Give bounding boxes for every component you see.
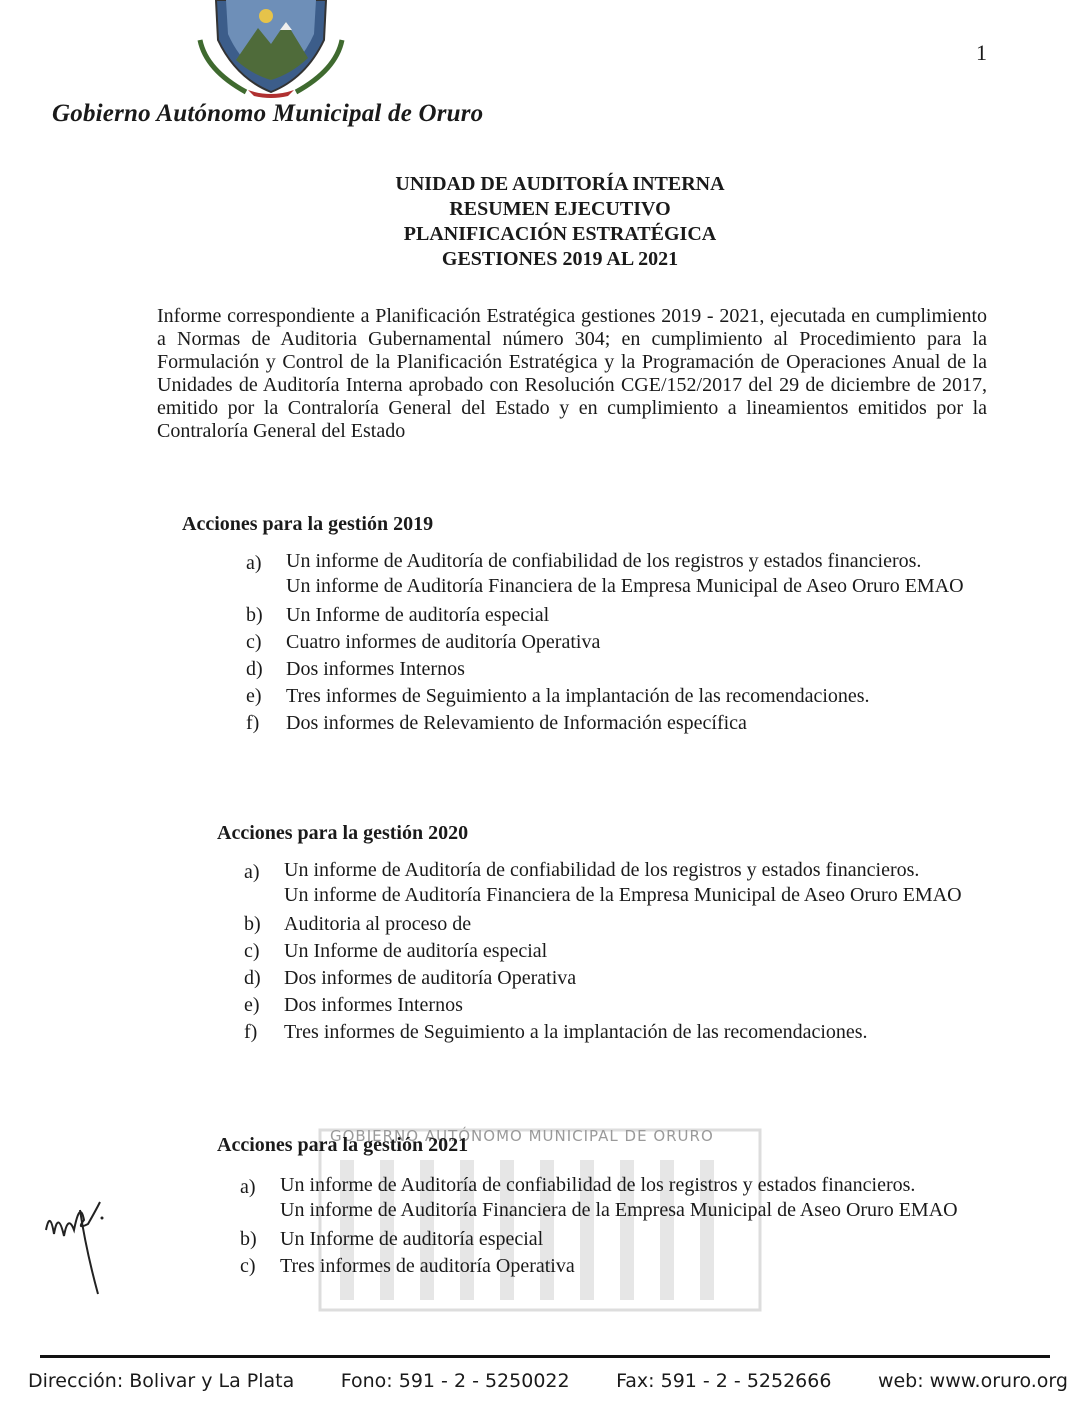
list-marker: b) — [246, 604, 263, 626]
list-item — [244, 992, 964, 1019]
institution-name: Gobierno Autónomo Municipal de Oruro — [52, 100, 484, 127]
list-item-text: Dos informes Internos — [284, 994, 463, 1016]
footer-contact — [28, 1370, 1068, 1392]
list-marker: e) — [246, 685, 262, 707]
list-marker: c) — [240, 1255, 256, 1277]
list-item-subtext: Un informe de Auditoría Financiera de la Empresa Municipal de Aseo Oruro EMAO — [280, 1199, 958, 1221]
list-marker: d) — [244, 967, 261, 989]
list-item — [244, 938, 964, 965]
list-item — [244, 911, 964, 938]
list-item — [246, 602, 966, 629]
list-item — [246, 683, 966, 710]
list-marker: d) — [246, 658, 263, 680]
list-item-text: Auditoria al proceso de — [284, 913, 472, 935]
list-item-text: Un informe de Auditoría de confiabilidad de los registros y estados financieros. — [286, 550, 922, 572]
list-item-text: Cuatro informes de auditoría Operativa — [286, 631, 601, 653]
list-marker: c) — [246, 631, 262, 653]
section-heading-2020: Acciones para la gestión 2020 — [217, 822, 469, 844]
list-item-text: Un informe de Auditoría de confiabilidad de los registros y estados financieros. — [284, 859, 920, 881]
page-number: 1 — [976, 40, 987, 65]
section-heading-2019: Acciones para la gestión 2019 — [182, 513, 434, 535]
list-item-text: Tres informes de Seguimiento a la implantación de las recomendaciones. — [284, 1021, 868, 1043]
list-item-subtext: Un informe de Auditoría Financiera de la Empresa Municipal de Aseo Oruro EMAO — [284, 884, 962, 906]
footer-divider — [40, 1355, 1050, 1358]
list-item-text: Dos informes Internos — [286, 658, 465, 680]
list-marker: c) — [244, 940, 260, 962]
title-line: PLANIFICACIÓN ESTRATÉGICA — [403, 223, 717, 245]
section-heading-2021: Acciones para la gestión 2021 — [217, 1134, 469, 1156]
document-title-block — [270, 172, 850, 272]
list-item-text: Un informe de Auditoría de confiabilidad de los registros y estados financieros. — [280, 1174, 916, 1196]
stamp-text: GOBIERNO AUTÓNOMO MUNICIPAL DE ORURO — [330, 1127, 714, 1145]
list-item — [240, 1253, 960, 1280]
list-item-text: Un Informe de auditoría especial — [280, 1228, 544, 1250]
title-line: RESUMEN EJECUTIVO — [449, 198, 671, 220]
footer-web: web: www.oruro.org — [877, 1370, 1068, 1392]
intro-paragraph: Informe correspondiente a Planificación Estratégica gestiones 2019 - 2021, ejecutada en cumplimiento a Normas de Auditoria Gubernamental número 304; en cumplimiento al Procedimiento para la Formulación y Control de la Planificación Estratégica y la Programación de Operaciones Anual de la Unidades de Auditoría Interna aprobado con Resolución CGE/152/2017 del 29 de diciembre de 2017, emitido por la Contraloría General del Estado y en cumplimiento a lineamientos emitidos por la Contraloría General del Estado — [157, 305, 987, 442]
list-marker: f) — [244, 1021, 258, 1043]
list-marker: a) — [244, 861, 260, 883]
list-item-text: Tres informes de Seguimiento a la implantación de las recomendaciones. — [286, 685, 870, 707]
footer-fax: Fax: 591 - 2 - 5252666 — [616, 1370, 832, 1392]
list-item-text: Dos informes de auditoría Operativa — [284, 967, 577, 989]
list-item — [246, 629, 966, 656]
list-item-text: Tres informes de auditoría Operativa — [280, 1255, 575, 1277]
list-item-text: Un Informe de auditoría especial — [284, 940, 548, 962]
list-marker: a) — [246, 552, 262, 574]
list-item — [244, 965, 964, 992]
footer-phone: Fono: 591 - 2 - 5250022 — [340, 1370, 570, 1392]
title-line: GESTIONES 2019 AL 2021 — [441, 248, 679, 270]
list-item — [240, 1226, 960, 1253]
footer-address: Dirección: Bolivar y La Plata — [28, 1370, 295, 1392]
list-item — [244, 1019, 964, 1046]
title-line: UNIDAD DE AUDITORÍA INTERNA — [395, 173, 725, 195]
handwritten-signature — [40, 1190, 110, 1300]
list-marker: b) — [240, 1228, 257, 1250]
list-item-text: Dos informes de Relevamiento de Información específica — [286, 712, 747, 734]
list-item — [246, 656, 966, 683]
actions-list-2020 — [244, 859, 964, 1046]
list-marker: b) — [244, 913, 261, 935]
actions-list-2021 — [240, 1174, 960, 1280]
list-item — [246, 710, 966, 737]
list-item-subtext: Un informe de Auditoría Financiera de la Empresa Municipal de Aseo Oruro EMAO — [286, 575, 964, 597]
actions-list-2019 — [246, 550, 966, 737]
list-item-text: Un Informe de auditoría especial — [286, 604, 550, 626]
list-marker: f) — [246, 712, 260, 734]
list-marker: a) — [240, 1176, 256, 1198]
list-item — [244, 859, 964, 907]
list-marker: e) — [244, 994, 260, 1016]
list-item — [240, 1174, 960, 1222]
list-item — [246, 550, 966, 598]
municipal-crest-logo — [196, 0, 346, 98]
